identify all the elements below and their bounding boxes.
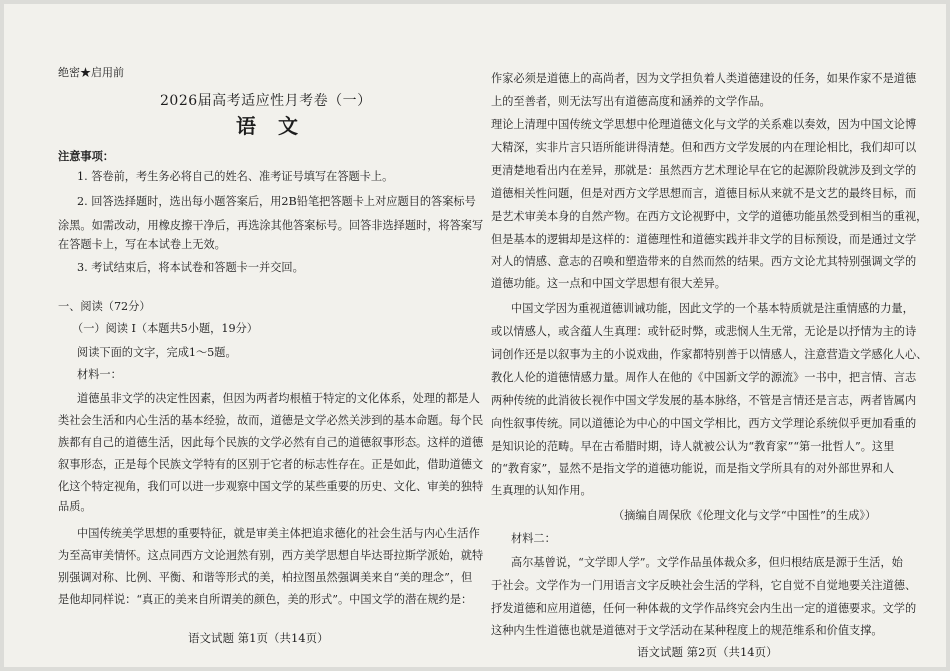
body-line: 中国文学因为重视道德训诫功能，因此文学的一个基本特质就是注重情感的力量， [511,302,914,315]
subject-title: 语文 [236,114,320,138]
body-line: 叙事形态，正是每个民族文学特有的区别于它者的标志性存在。正是如此，借助道德文 [58,458,484,471]
body-line: 大精深，实非片言只语所能讲得清楚。但和西方文学发展的内在理论相比，我们却可以 [491,141,917,154]
body-line: 化这个特定视角，我们可以进一步观察中国文学的某些重要的历史、文化、审美的独特 [58,480,484,493]
body-line: 作家必须是道德上的高尚者，因为文学担负着人类道德建设的任务，如果作家不是道德 [491,72,917,85]
section-heading: 一、阅读（72分） [58,300,151,313]
body-line: 于社会。文学作为一门用语言文字反映社会生活的学科，它自觉不自觉地要关注道德、 [491,579,917,592]
notice-line: 2. 回答选择题时，选出每小题答案后，用2B铅笔把答题卡上对应题目的答案标号 [77,195,476,208]
notice-line: 涂黑。如需改动，用橡皮擦干净后，再选涂其他答案标号。回答非选择题时，将答案写 [58,219,484,232]
body-line: 高尔基曾说，“文学即人学”。文学作品虽体裁众多，但归根结底是源于生活，始 [511,556,903,569]
body-line: 品质。 [58,500,92,513]
body-line: 道德功能。这一点和中国文学思想有很大差异。 [491,277,726,290]
body-line: 对人的情感、意志的召唤和塑造带来的自然而然的结果。西方文论尤其特别强调文学的 [491,255,917,268]
exam-sheet [4,4,946,667]
material-label: 材料二： [511,532,556,545]
body-line: 或以情感人，或含蕴人生真理：或针砭时弊，或悲悯人生无常，无论是以抒情为主的诗 [491,325,917,338]
body-line: 族都有自己的道德生活，因此每个民族的文学必然有自己的道德叙事形态。这样的道德 [58,436,484,449]
body-line: 的“教育家”，显然不是指文学的道德功能说，而是指文学所具有的对外部世界和人 [491,462,895,475]
subsection-heading: （一）阅读 I（本题共5小题，19分） [72,322,258,335]
page-footer: 语文试题 第2页（共14页） [637,645,778,659]
notice-heading: 注意事项： [58,149,114,163]
body-line: 这种内生性道德也就是道德对于文学活动在某种程度上的规范维系和价值支撑。 [491,624,883,637]
notice-line: 3. 考试结束后，将本试卷和答题卡一并交回。 [77,261,304,274]
body-line: 道德虽非文学的决定性因素，但因为两者均根植于特定的文化体系，处理的都是人 [77,392,480,405]
body-line: 道德相关性问题，但是对西方文学思想而言，道德目标从来就不是文艺的最终目标，而 [491,187,917,200]
body-line: 是他却同样说：“真正的美来自所谓美的颜色，美的形式”。中国文学的潜在规约是： [58,593,473,606]
body-line: 别强调对称、比例、平衡、和谐等形式的美，柏拉图虽然强调美来自“美的理念”，但 [58,571,473,584]
body-line: 抒发道德和应用道德，任何一种体裁的文学作品终究会内生出一定的道德要求。文学的 [491,602,917,615]
body-line: 上的至善者，则无法写出有道德高度和涵养的文学作品。 [491,95,771,108]
body-line: 词创作还是以叙事为主的小说戏曲，作家都特别善于以情感人，注意营造文学感化人心、 [491,348,928,361]
source-citation: （摘编自周保欣《伦理文化与文学“中国性”的生成》） [613,509,877,522]
body-line: 向性叙事传统。同以道德论为中心的中国文学相比，西方文学理论系统似乎更加看重的 [491,417,917,430]
body-line: 是知识论的范畴。早在古希腊时期，诗人就被公认为“教育家”“第一批哲人”。这里 [491,440,895,453]
notice-line: 在答题卡上，写在本试卷上无效。 [58,238,226,251]
body-line: 教化人伦的道德情感力量。周作人在他的《中国新文学的源流》一书中，把言情、言志 [491,371,917,384]
page-footer: 语文试题 第1页（共14页） [188,631,329,645]
body-line: 中国传统美学思想的重要特征，就是审美主体把追求德化的社会生活与内心生活作 [77,527,480,540]
body-line: 是艺术审美本身的自然产物。在西方文论视野中，文学的道德功能虽然受到相当的重视， [491,210,928,223]
body-line: 生真理的认知作用。 [491,484,592,497]
exam-title: 2026届高考适应性月考卷（一） [160,93,372,109]
secret-mark: 绝密★启用前 [58,66,124,79]
notice-line: 1. 答卷前，考生务必将自己的姓名、准考证号填写在答题卡上。 [77,170,394,183]
body-line: 类社会生活和内心生活的基本经验，故而，道德是文学必然关涉到的基本命题。每个民 [58,414,484,427]
body-line: 更清楚地看出内在差异，那就是：虽然西方艺术理论早在它的起源阶段就涉及到文学的 [491,164,917,177]
body-line: 理论上清理中国传统文学思想中伦理道德文化与文学的关系难以奏效，因为中国文论博 [491,118,917,131]
body-line: 但是基本的逻辑却是这样的：道德理性和道德实践并非文学的目标预设，而是通过文学 [491,233,917,246]
instruction: 阅读下面的文字，完成1～5题。 [77,346,237,359]
body-line: 为至高审美情怀。这点同西方文论迥然有别，西方美学思想自毕达哥拉斯学派始，就特 [58,549,484,562]
material-label: 材料一： [77,368,122,381]
body-line: 两种传统的此消彼长视作中国文学发展的基本脉络，不管是言情还是言志，两者皆属内 [491,394,917,407]
